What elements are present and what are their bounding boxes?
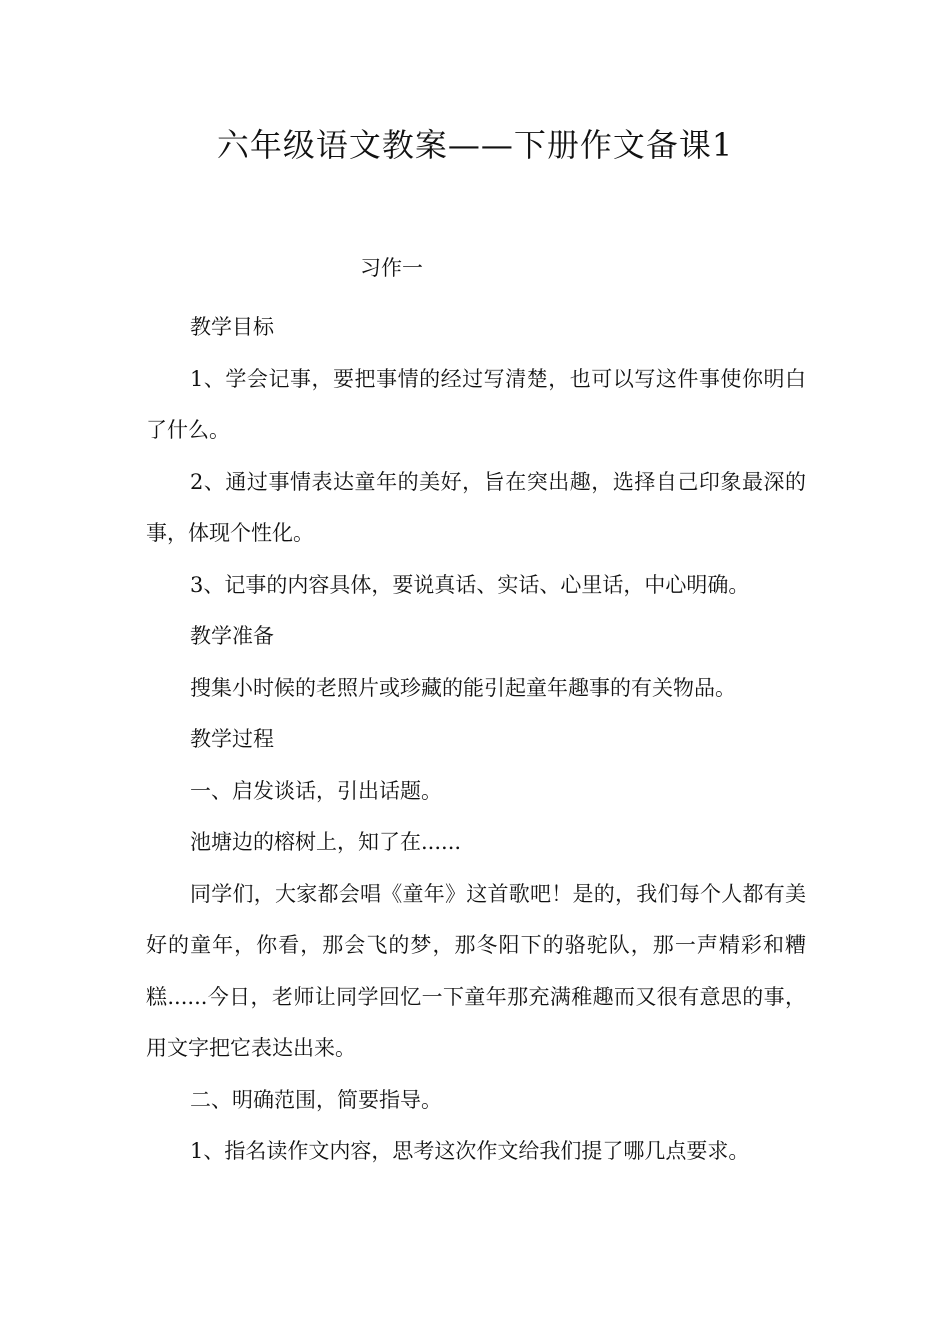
intro-paragraph: 同学们，大家都会唱《童年》这首歌吧！是的，我们每个人都有美好的童年，你看，那会飞的梦，那冬阳下的骆驼队，那一声精彩和糟糕......今日，老师让同学回忆一下童年那充满稚趣而又很有意思的事，用文字把它表达出来。 xyxy=(146,881,806,1060)
song-lyric-line: 池塘边的榕树上，知了在...... xyxy=(190,830,462,854)
document-title: 六年级语文教案——下册作文备课1 xyxy=(216,126,734,164)
process-step-1: 一、启发谈话，引出话题。 xyxy=(190,778,442,803)
document-body xyxy=(146,302,806,1178)
heading-teaching-preparation: 教学准备 xyxy=(190,624,274,648)
section-title: 习作一 xyxy=(360,256,423,280)
goal-item-1: 1、学会记事，要把事情的经过写清楚，也可以写这件事使你明白了什么。 xyxy=(146,366,806,442)
goal-item-2: 2、通过事情表达童年的美好，旨在突出趣，选择自己印象最深的事，体现个性化。 xyxy=(146,469,806,545)
process-step-2: 二、明确范围，简要指导。 xyxy=(190,1087,442,1112)
guidance-item-1: 1、指名读作文内容，思考这次作文给我们提了哪几点要求。 xyxy=(190,1139,750,1163)
heading-teaching-process: 教学过程 xyxy=(190,727,274,751)
goal-item-3: 3、记事的内容具体，要说真话、实话、心里话，中心明确。 xyxy=(190,572,750,597)
heading-teaching-goals: 教学目标 xyxy=(190,315,274,339)
preparation-text: 搜集小时候的老照片或珍藏的能引起童年趣事的有关物品。 xyxy=(190,675,736,700)
